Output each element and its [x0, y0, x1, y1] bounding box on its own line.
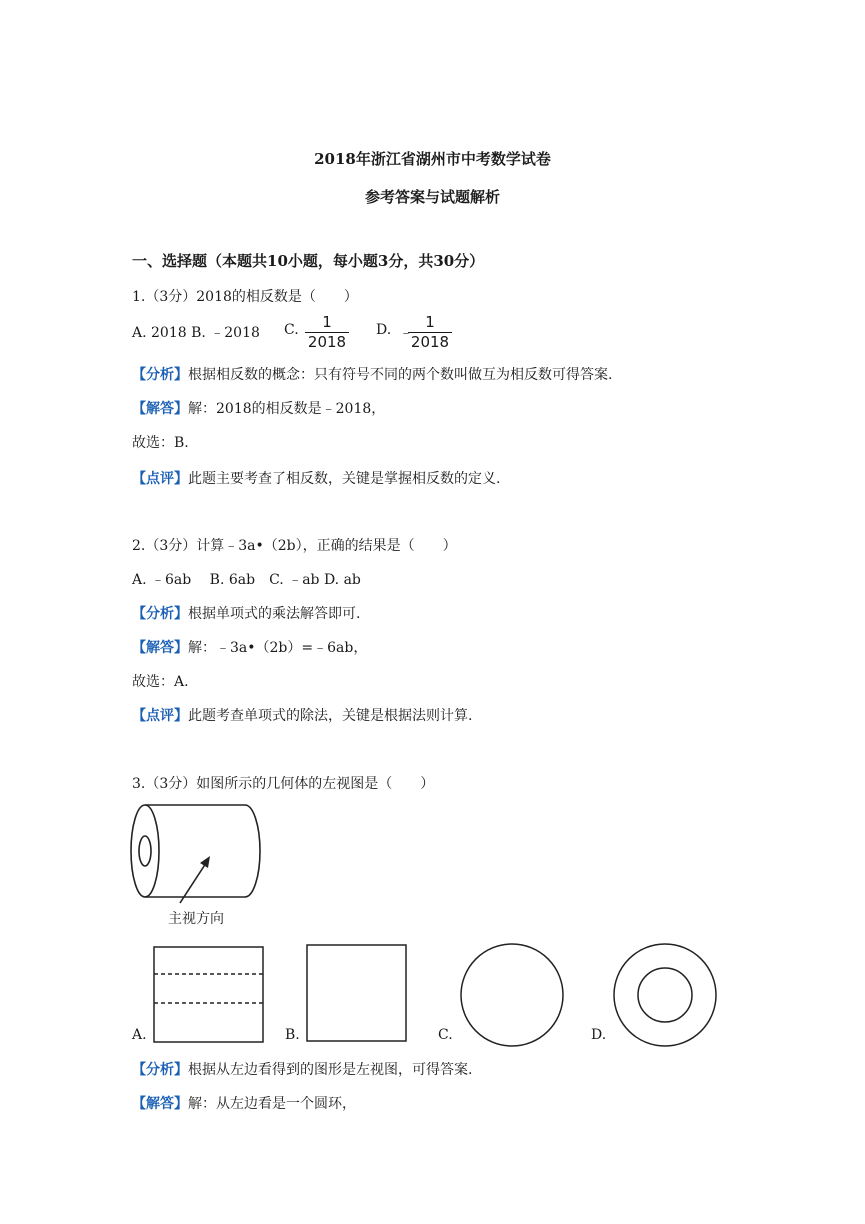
q2-stem: 2.（3分）计算﹣3a•（2b），正确的结果是（ ）: [132, 538, 457, 554]
q3-stem: 3.（3分）如图所示的几何体的左视图是（ ）: [132, 776, 435, 792]
q1-comment-text: 此题主要考查了相反数，关键是掌握相反数的定义.: [188, 471, 501, 487]
q3-figure-label: 主视方向: [168, 911, 224, 927]
q1-answer-text: 解：2018的相反数是﹣2018，: [188, 401, 386, 417]
document-title: 2018年浙江省湖州市中考数学试卷: [314, 150, 551, 168]
q1-option-c-label: C.: [284, 322, 299, 338]
analysis-tag: 【分析】: [132, 1062, 188, 1078]
q2-comment-text: 此题考查单项式的除法，关键是根据法则计算.: [188, 708, 473, 724]
q2-answer: [132, 637, 367, 657]
q3-answer-text: 解：从左边看是一个圆环，: [188, 1096, 356, 1112]
document-subtitle: 参考答案与试题解析: [364, 188, 500, 206]
q3-option-b-figure: [305, 943, 409, 1043]
comment-tag: 【点评】: [132, 708, 188, 724]
answer-tag: 【解答】: [132, 640, 188, 656]
q2-choice: 故选：A.: [132, 674, 189, 690]
section-heading: 一、选择题（本题共10小题，每小题3分，共30分）: [132, 252, 485, 270]
q3-option-a-figure: [152, 945, 266, 1045]
answer-tag: 【解答】: [132, 401, 188, 417]
fraction-denominator: 2018: [307, 333, 347, 351]
fraction-denominator: 2018: [410, 333, 450, 351]
analysis-tag: 【分析】: [132, 606, 188, 622]
q1-analysis: [132, 364, 612, 384]
fraction-numerator: 1: [425, 313, 435, 331]
q1-option-d-sign: ﹣: [399, 325, 413, 341]
q2-analysis: [132, 603, 360, 623]
q1-stem: 1.（3分）2018的相反数是（ ）: [132, 289, 358, 305]
q3-option-b-label: B.: [285, 1027, 300, 1043]
q3-option-c-figure: [458, 941, 566, 1049]
q1-analysis-text: 根据相反数的概念：只有符号不同的两个数叫做互为相反数可得答案.: [188, 367, 613, 383]
q3-option-d-label: D.: [591, 1027, 607, 1043]
q2-comment: [132, 705, 472, 725]
comment-tag: 【点评】: [132, 471, 188, 487]
q3-answer: [132, 1093, 356, 1113]
q1-option-d-label: D.: [376, 322, 392, 338]
q3-analysis: [132, 1059, 472, 1079]
q3-option-c-label: C.: [438, 1027, 453, 1043]
q3-option-a-label: A.: [132, 1027, 147, 1043]
q3-cylinder-figure: [128, 800, 268, 930]
q1-option-d-fraction: [408, 314, 452, 351]
q2-options: A. ﹣6ab B. 6ab C. ﹣ab D. ab: [132, 572, 361, 588]
q2-analysis-text: 根据单项式的乘法解答即可.: [188, 606, 361, 622]
q3-option-d-figure: [611, 941, 719, 1049]
fraction-numerator: 1: [322, 313, 332, 331]
answer-tag: 【解答】: [132, 1096, 188, 1112]
q1-options-ab: A. 2018 B. ﹣2018: [132, 325, 260, 341]
analysis-tag: 【分析】: [132, 367, 188, 383]
q1-answer: [132, 398, 385, 418]
q2-answer-text: 解：﹣3a•（2b）=﹣6ab，: [188, 640, 368, 656]
q1-comment: [132, 468, 500, 488]
q3-analysis-text: 根据从左边看得到的图形是左视图，可得答案.: [188, 1062, 473, 1078]
q1-choice: 故选：B.: [132, 435, 189, 451]
q1-option-c-fraction: [305, 314, 349, 351]
